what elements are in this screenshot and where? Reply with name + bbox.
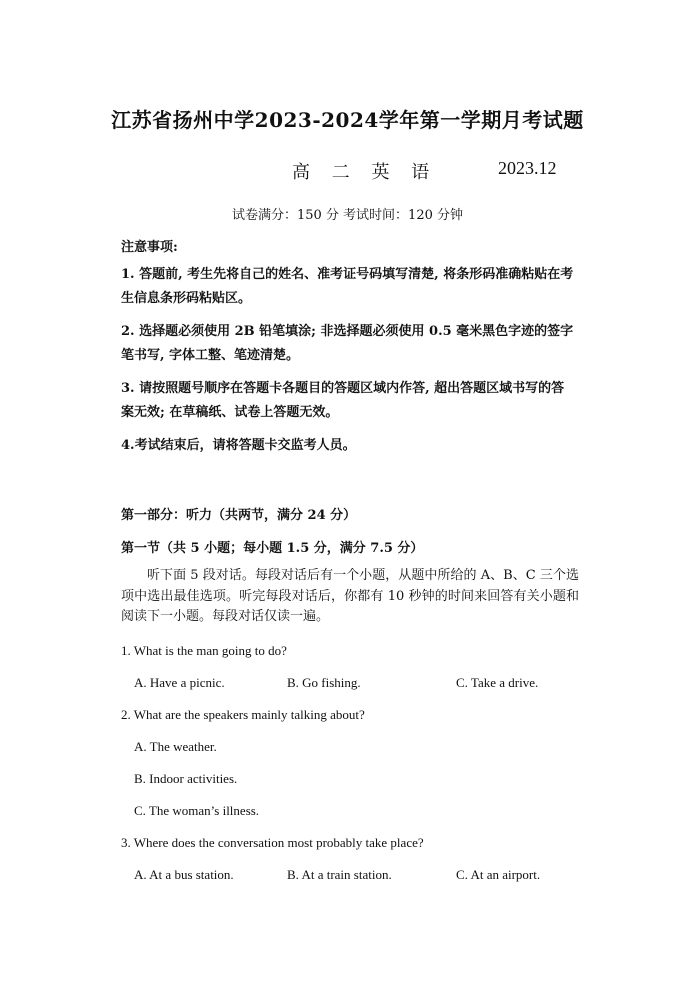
question-stem: 1. What is the man going to do? (121, 643, 287, 658)
question-option: C. The woman’s illness. (134, 803, 260, 818)
section-heading: 第一节（共 5 小题；每小题 1.5 分，满分 7.5 分） (121, 541, 424, 556)
question-option: B. At a train station. (287, 867, 392, 882)
note-item: 4.考试结束后，请将答题卡交监考人员。 (121, 438, 356, 453)
notes-heading: 注意事项: (121, 240, 178, 255)
question-option: C. At an airport. (456, 867, 541, 882)
question-option: B. Indoor activities. (134, 771, 238, 786)
question-option: A. The weather. (134, 739, 217, 754)
question-stem: 3. Where does the conversation most probably take place? (121, 835, 424, 850)
question-option: C. Take a drive. (456, 675, 539, 690)
part-heading: 第一部分：听力（共两节，满分 24 分） (121, 508, 357, 523)
subject-label: 高 二 英 语 (292, 162, 438, 183)
note-item: 1. 答题前, 考生先将自己的姓名、准考证号码填写清楚, 将条形码准确粘贴在考生信息条形码粘贴区。 (121, 267, 574, 306)
exam-date: 2023.12 (498, 158, 557, 178)
question-stem: 2. What are the speakers mainly talking about? (121, 707, 365, 722)
note-item: 2. 选择题必须使用 2B 铅笔填涂; 非选择题必须使用 0.5 毫米黑色字迹的签字笔书写, 字体工整、笔迹清楚。 (121, 324, 574, 363)
question-option: B. Go fishing. (287, 675, 361, 690)
question-option: A. At a bus station. (134, 867, 234, 882)
exam-meta: 试卷满分：150 分 考试时间：120 分钟 (231, 208, 464, 223)
note-item: 3. 请按照题号顺序在答题卡各题目的答题区域内作答, 超出答题区域书写的答案无效; 在草稿纸、试卷上答题无效。 (121, 381, 565, 420)
question-option: A. Have a picnic. (134, 675, 225, 690)
exam-title: 江苏省扬州中学2023-2024学年第一学期月考试题 (111, 108, 584, 132)
listening-instructions: 听下面 5 段对话。每段对话后有一个小题，从题中所给的 A、B、C 三个选项中选出最佳选项。听完每段对话后，你都有 10 秒钟的时间来回答有关小题和阅读下一小题。每段对话仅读一遍。 (121, 568, 579, 624)
